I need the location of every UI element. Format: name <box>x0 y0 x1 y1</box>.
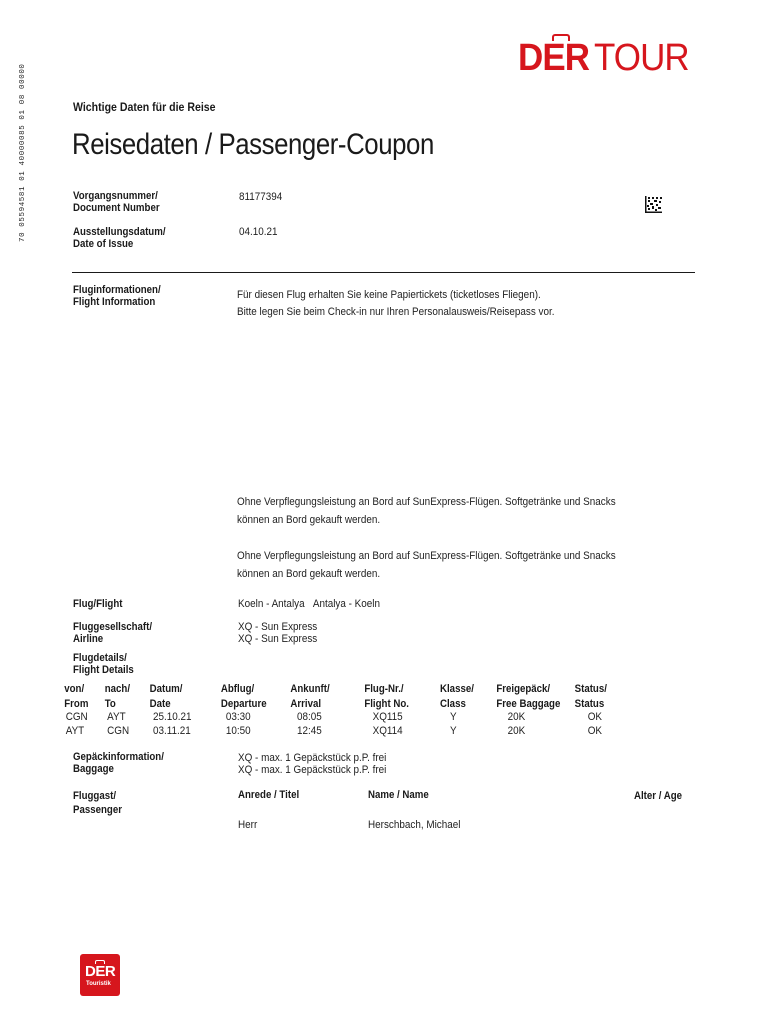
flight-label: Flug/Flight <box>73 598 123 610</box>
col-arrival-en: Arrival <box>290 698 322 710</box>
flight-info-text <box>237 287 555 321</box>
row-1-baggage: 20K <box>507 711 526 723</box>
row-2-flight-no: XQ114 <box>372 725 403 737</box>
row-2-status: OK <box>587 725 603 737</box>
flight-info-label <box>73 284 161 308</box>
baggage-label-de: Gepäckinformation/ <box>73 751 164 763</box>
col-arrival <box>290 682 329 712</box>
col-baggage-de: Freigepäck/ <box>496 683 551 695</box>
col-to-en: To <box>104 698 116 710</box>
issue-date-label <box>73 226 166 250</box>
baggage-label-en: Baggage <box>73 763 114 775</box>
col-status-en: Status <box>574 698 605 710</box>
row-2-date: 03.11.21 <box>153 725 191 737</box>
col-from-de: von/ <box>64 683 85 695</box>
col-arrival-de: Ankunft/ <box>290 683 330 695</box>
logo-der-text: DER <box>518 37 590 79</box>
baggage-label <box>73 751 164 775</box>
passenger-label-en: Passenger <box>73 804 122 816</box>
outbound-route: Koeln - Antalya <box>238 598 305 610</box>
document-number-label <box>73 190 160 214</box>
passenger-age-header: Alter / Age <box>634 790 683 802</box>
row-2-departure: 10:50 <box>225 725 251 737</box>
section-divider <box>72 272 695 273</box>
col-from <box>64 682 88 712</box>
row-1-to: AYT <box>107 711 126 723</box>
col-date-de: Datum/ <box>149 683 183 695</box>
outbound-baggage: XQ - max. 1 Gepäckstück p.P. frei <box>238 752 387 764</box>
catering-note-1-line-1: Ohne Verpflegungsleistung an Bord auf SunExpress-Flügen. Softgetränke und Snacks <box>237 496 616 508</box>
row-2-baggage: 20K <box>507 725 526 737</box>
col-flight-no-en: Flight No. <box>364 698 409 710</box>
row-1-departure: 03:30 <box>225 711 251 723</box>
catering-note-2-line-2: können an Bord gekauft werden. <box>237 568 381 580</box>
row-1-from: CGN <box>65 711 88 723</box>
row-2-arrival: 12:45 <box>297 725 322 737</box>
outbound-airline: XQ - Sun Express <box>238 621 318 633</box>
issue-date-value: 04.10.21 <box>239 226 278 238</box>
col-departure-de: Abflug/ <box>220 683 255 695</box>
col-date <box>150 682 183 712</box>
row-1-arrival: 08:05 <box>297 711 322 723</box>
der-touristik-logo <box>80 954 120 996</box>
flight-info-label-de: Fluginformationen/ <box>73 284 161 296</box>
row-1-flight-no: XQ115 <box>372 711 403 723</box>
issue-date-label-de: Ausstellungsdatum/ <box>73 226 166 238</box>
col-flight-no-de: Flug-Nr./ <box>364 683 404 695</box>
small-logo-text: DER <box>85 963 116 980</box>
catering-note-1-line-2: können an Bord gekauft werden. <box>237 514 381 526</box>
flight-details-header <box>0 682 676 712</box>
logo-tour-text: TOUR <box>594 37 689 79</box>
col-departure <box>221 682 267 712</box>
row-2-class: Y <box>450 725 457 737</box>
baggage-values <box>238 752 386 776</box>
col-class-de: Klasse/ <box>440 683 474 695</box>
document-barcode-text: 70 05594581 01 40000085 01 08 00000 <box>19 63 27 242</box>
col-to <box>105 682 130 712</box>
document-number-value: 81177394 <box>239 191 283 203</box>
passenger-label <box>73 789 122 817</box>
passenger-label-de: Fluggast/ <box>73 790 117 802</box>
airline-label <box>73 621 152 645</box>
return-route: Antalya - Koeln <box>312 598 381 610</box>
row-1-date: 25.10.21 <box>153 711 192 723</box>
catering-note-1 <box>237 493 616 529</box>
row-2-to: CGN <box>107 725 130 737</box>
col-to-de: nach/ <box>104 683 131 695</box>
document-number-label-de: Vorgangsnummer/ <box>73 190 158 202</box>
page-title: Reisedaten / Passenger-Coupon <box>72 128 434 161</box>
col-baggage <box>496 682 560 712</box>
col-class-en: Class <box>440 698 466 710</box>
catering-note-2 <box>237 547 616 583</box>
col-baggage-en: Free Baggage <box>496 698 561 710</box>
barcode-icon <box>645 196 662 213</box>
datamatrix-code <box>645 196 662 213</box>
table-row <box>0 725 691 739</box>
return-baggage: XQ - max. 1 Gepäckstück p.P. frei <box>238 764 387 776</box>
passenger-title-header: Anrede / Titel <box>238 789 300 801</box>
passenger-title-value: Herr <box>238 819 258 831</box>
airline-values <box>238 621 317 645</box>
table-row <box>0 711 691 725</box>
document-number-label-en: Document Number <box>73 202 160 214</box>
flight-details-label <box>73 652 134 676</box>
flight-routes <box>238 598 380 610</box>
flight-details-label-de: Flugdetails/ <box>73 652 127 664</box>
row-2-from: AYT <box>65 725 85 737</box>
col-status <box>575 682 607 712</box>
airline-label-en: Airline <box>73 633 104 645</box>
row-1-class: Y <box>450 711 457 723</box>
ticketless-note: Für diesen Flug erhalten Sie keine Papiertickets (ticketloses Fliegen). <box>237 289 541 301</box>
catering-note-2-line-1: Ohne Verpflegungsleistung an Bord auf SunExpress-Flügen. Softgetränke und Snacks <box>237 550 616 562</box>
passenger-name-value: Herschbach, Michael <box>368 819 461 831</box>
col-status-de: Status/ <box>574 683 607 695</box>
col-departure-en: Departure <box>220 698 267 710</box>
col-date-en: Date <box>149 698 171 710</box>
return-airline: XQ - Sun Express <box>238 633 318 645</box>
check-in-note: Bitte legen Sie beim Check-in nur Ihren Personalausweis/Reisepass vor. <box>237 306 555 318</box>
small-logo-subtext: Touristik <box>86 981 111 987</box>
flight-info-label-en: Flight Information <box>73 296 156 308</box>
col-from-en: From <box>64 698 89 710</box>
flight-details-label-en: Flight Details <box>73 664 134 676</box>
airline-label-de: Fluggesellschaft/ <box>73 621 153 633</box>
issue-date-label-en: Date of Issue <box>73 238 134 250</box>
passenger-name-header: Name / Name <box>368 789 429 801</box>
col-class <box>440 682 474 712</box>
row-1-status: OK <box>587 711 603 723</box>
col-flight-no <box>364 682 409 712</box>
page-subtitle: Wichtige Daten für die Reise <box>73 100 216 114</box>
